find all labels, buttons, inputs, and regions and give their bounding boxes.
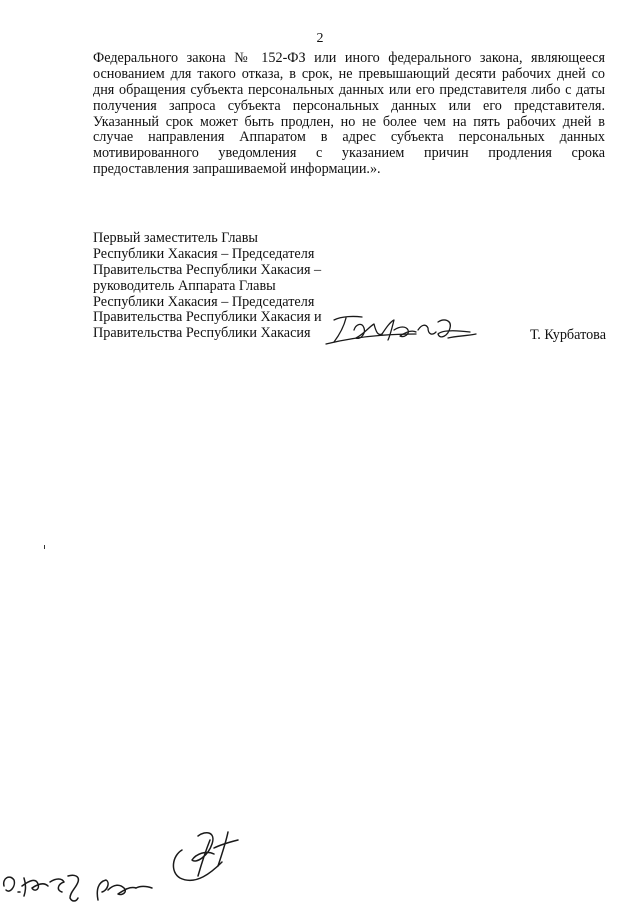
handwritten-signature — [320, 304, 490, 352]
body-line: Федерального закона № 152-ФЗ или иного федерального закона, являющееся — [93, 50, 605, 66]
signatory-title-line: руководитель Аппарата Главы — [93, 277, 276, 294]
body-line: дня обращения субъекта персональных данных или его представителя либо с даты — [93, 81, 605, 98]
body-line: предоставления запрашиваемой информации.». — [93, 161, 381, 178]
signatory-name: Т. Курбатова — [530, 327, 606, 343]
body-line: случае направления Аппаратом в адрес субъекта персональных данных — [93, 129, 605, 146]
scan-mark — [44, 545, 45, 549]
body-paragraph — [93, 51, 605, 178]
signatory-title-line: Республики Хакасия – Председателя — [93, 293, 315, 310]
body-line: мотивированного уведомления с указанием причин продления срока — [93, 145, 605, 162]
body-line: получения запроса субъекта персональных данных или его представителя. — [93, 97, 605, 114]
page-number: 2 — [316, 31, 324, 46]
signatory-title-line: Правительства Республики Хакасия — [93, 325, 311, 342]
signatory-title-line: Республики Хакасия – Председателя — [93, 245, 315, 262]
body-line: основанием для такого отказа, в срок, не превышающий десяти рабочих дней со — [93, 65, 605, 82]
signatory-title — [93, 231, 322, 342]
signatory-title-line: Правительства Республики Хакасия и — [93, 309, 322, 326]
signatory-title-line: Правительства Республики Хакасия – — [93, 261, 322, 278]
approval-initials — [0, 820, 260, 906]
body-line: Указанный срок может быть продлен, но не более чем на пять рабочих дней в — [93, 113, 605, 130]
signatory-title-line: Первый заместитель Главы — [93, 230, 258, 246]
